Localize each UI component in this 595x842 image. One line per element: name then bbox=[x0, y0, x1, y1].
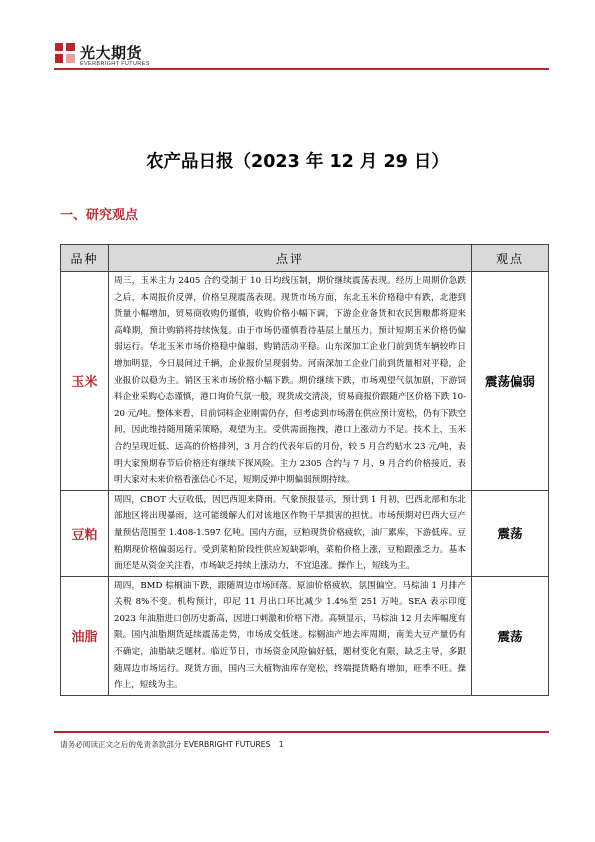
row-category: 玉米 bbox=[61, 272, 109, 491]
logo-english-name: EVERBRIGHT FUTURES bbox=[80, 61, 150, 67]
row-commentary: 周四，BMD 棕榈油下跌，跟随周边市场回落。原油价格疲软，氛围偏空。马棕油 1 月排产关税 8%不变。机构预计，印尼 11 月出口环比减少 1.4%至 251 万吨。SEA 表示印度 2023 年油脂进口创历史新高，因进口刺激和价格下滑。高频显示，马棕油 12 月去库幅度有限。国内油脂期货延续震荡走势，市场成交低迷。棕榈油产地去库周期，南美大豆产量仍有不确定，油脂缺乏题材。临近节日，市场资金风险偏好低，题材变化有限，缺乏主导，多跟随周边市场运行。现货方面，国内三大植物油库存宽松，终端提货略有增加，旺季不旺。操作上，短线为主。 bbox=[109, 576, 472, 695]
column-header-view: 观点 bbox=[472, 245, 549, 272]
research-table bbox=[60, 244, 549, 696]
row-view: 震荡偏弱 bbox=[472, 272, 549, 491]
table-header-row bbox=[61, 245, 549, 272]
section-heading: 一、研究观点 bbox=[60, 208, 139, 223]
table-row bbox=[61, 272, 549, 491]
column-header-category: 品种 bbox=[61, 245, 109, 272]
row-commentary: 周三，玉米主力 2405 合约受制于 10 日均线压制，期价继续震荡表现。经历上周期价急跌之后，本周报价反弹，价格呈现震荡表现。现货市场方面，东北玉米价格稳中有跌，北港到货量小幅增加，贸易商收购仍谨慎，收购价格小幅下调，下游企业备货和农民售粮都将迎来高峰期，预计购销将持续恢复。由于市场仍谨慎看待基层上量压力，预计短期玉米价格仍偏弱运行。华北玉米市场价格稳中偏弱，购销活动平稳。山东深加工企业门前到货车辆较昨日增加明显，今日晨间过千辆，企业报价呈现弱势。河南深加工企业门前到货量相对平稳，企业报价以稳为主。销区玉米市场价格小幅下跌。期价继续下跌，市场观望气氛加剧，下游饲料企业采购心态谨慎，港口询价气氛一般，现货成交清淡，贸易商报价跟随产区价格下跌 10-20 元/吨。整体来看，目前饲料企业刚需仍存，但考虑到市场潜在供应预计宽松，仍有下跌空间，因此维持随用随采策略，观望为主。受供需面拖拽，港口上涨动力不足。技术上，玉米合约呈现近低、远高的价格排列，3 月合约代表年后的月份，较 5 月合约贴水 23 元/吨，表明大家预期春节后价格还有继续下探风险。主力 2305 合约与 7 月、9 月合约价格接近，表明大家对未来价格看涨信心不足，短期反弹中期偏弱预期持续。 bbox=[109, 272, 472, 491]
footer-rule bbox=[54, 731, 549, 733]
page-footer bbox=[60, 739, 284, 750]
table-row bbox=[61, 576, 549, 695]
logo-chinese-name: 光大期货 bbox=[80, 44, 143, 62]
document-title: 农产品日报（2023 年 12 月 29 日） bbox=[146, 152, 449, 172]
page-number: 1 bbox=[278, 740, 284, 749]
row-category: 豆粕 bbox=[61, 490, 109, 576]
row-view: 震荡 bbox=[472, 490, 549, 576]
row-view: 震荡 bbox=[472, 576, 549, 695]
disclaimer-text: 请务必阅读正文之后的免责条款部分 EVERBRIGHT FUTURES bbox=[60, 740, 271, 749]
table-row bbox=[61, 490, 549, 576]
header-rule bbox=[54, 68, 549, 70]
column-header-commentary: 点评 bbox=[109, 245, 472, 272]
row-commentary: 周四，CBOT 大豆收低，因巴西迎来降雨。气象预报显示，预计到 1 月初，巴西北部和东北部地区将出现暴雨，这可能缓解人们对该地区作物干旱损害的担忧。市场预期对巴西大豆产量预估范围至 1.408-1.597 亿吨。国内方面，豆粕现货价格疲软，油厂累库，下游低库。豆粕期现价格偏弱运行。受到菜粕阶段性供应短缺影响，菜粕价格上涨，豆粕跟涨乏力。基本面还是从资金关注看，市场缺乏持续上涨动力，不宜追涨。操作上，短线为主。 bbox=[109, 490, 472, 576]
everbright-logo-icon bbox=[54, 42, 76, 64]
row-category: 油脂 bbox=[61, 576, 109, 695]
